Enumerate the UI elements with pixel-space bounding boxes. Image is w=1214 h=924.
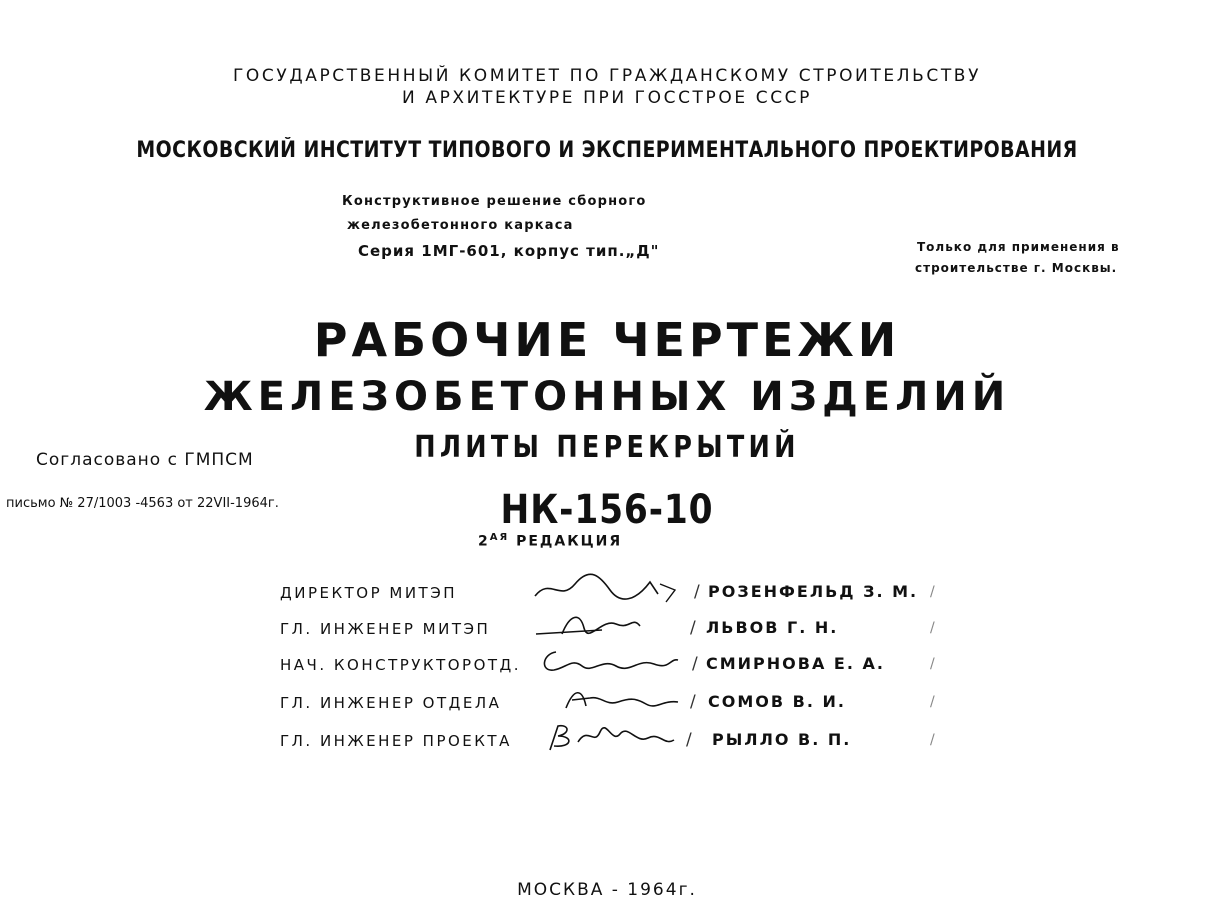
city-year: МОСКВА - 1964г.: [517, 880, 697, 900]
divider-slash-icon: /: [686, 730, 692, 750]
end-slash-icon: /: [930, 732, 935, 748]
divider-slash-icon: /: [690, 618, 696, 638]
edition-number: 2: [478, 533, 490, 550]
edition-suffix: АЯ: [489, 532, 510, 543]
signature-role: НАЧ. КОНСТРУКТОРОТД.: [280, 656, 522, 674]
edition-label: [478, 532, 622, 550]
signature-role: ГЛ. ИНЖЕНЕР ПРОЕКТА: [280, 732, 512, 750]
signature-role: ДИРЕКТОР МИТЭП: [280, 584, 457, 602]
agreed-with: Согласовано с ГМПСМ: [36, 450, 254, 470]
end-slash-icon: /: [930, 620, 935, 636]
signature-name: РОЗЕНФЕЛЬД З. М.: [708, 582, 919, 601]
usage-note-line-2: строительстве г. Москвы.: [915, 261, 1118, 275]
committee-line-2: И АРХИТЕКТУРЕ ПРИ ГОССТРОЕ СССР: [402, 88, 812, 108]
signature-name: СМИРНОВА Е. А.: [706, 654, 885, 673]
document-code: НК-156-10: [500, 487, 714, 533]
end-slash-icon: /: [930, 694, 935, 710]
signature-row: [280, 650, 960, 680]
subtitle-line-1: Конструктивное решение сборного: [342, 194, 647, 209]
subtitle-line-2: железобетонного каркаса: [347, 218, 574, 233]
end-slash-icon: /: [930, 656, 935, 672]
divider-slash-icon: /: [690, 692, 696, 712]
edition-word: РЕДАКЦИЯ: [516, 533, 623, 550]
approval-letter: письмо № 27/1003 -4563 от 22VII-1964г.: [6, 496, 279, 511]
signature-name: РЫЛЛО В. П.: [712, 730, 852, 749]
end-slash-icon: /: [930, 584, 935, 600]
main-title-line-3: ПЛИТЫ ПЕРЕКРЫТИЙ: [414, 430, 800, 465]
usage-note-line-1: Только для применения в: [917, 240, 1120, 254]
signature-row: [280, 578, 960, 608]
institute-name: МОСКОВСКИЙ ИНСТИТУТ ТИПОВОГО И ЭКСПЕРИМЕНТАЛЬНОГО ПРОЕКТИРОВАНИЯ: [136, 138, 1078, 163]
series-line: Серия 1МГ-601, корпус тип.„Д": [358, 242, 660, 260]
signature-role: ГЛ. ИНЖЕНЕР ОТДЕЛА: [280, 694, 502, 712]
signature-name: ЛЬВОВ Г. Н.: [706, 618, 839, 637]
committee-line-1: ГОСУДАРСТВЕННЫЙ КОМИТЕТ ПО ГРАЖДАНСКОМУ СТРОИТЕЛЬСТВУ: [232, 66, 982, 86]
signature-row: [280, 688, 960, 718]
divider-slash-icon: /: [694, 582, 700, 602]
main-title-line-2: ЖЕЛЕЗОБЕТОННЫХ ИЗДЕЛИЙ: [203, 374, 1011, 420]
handwritten-signature-icon: [530, 572, 690, 606]
divider-slash-icon: /: [692, 654, 698, 674]
signature-row: [280, 726, 960, 756]
signature-name: СОМОВ В. И.: [708, 692, 846, 711]
handwritten-signature-icon: [544, 720, 704, 754]
signature-row: [280, 614, 960, 644]
signature-role: ГЛ. ИНЖЕНЕР МИТЭП: [280, 620, 491, 638]
main-title-line-1: РАБОЧИЕ ЧЕРТЕЖИ: [313, 313, 901, 367]
handwritten-signature-icon: [562, 682, 722, 716]
handwritten-signature-icon: [532, 608, 692, 642]
handwritten-signature-icon: [538, 644, 698, 678]
